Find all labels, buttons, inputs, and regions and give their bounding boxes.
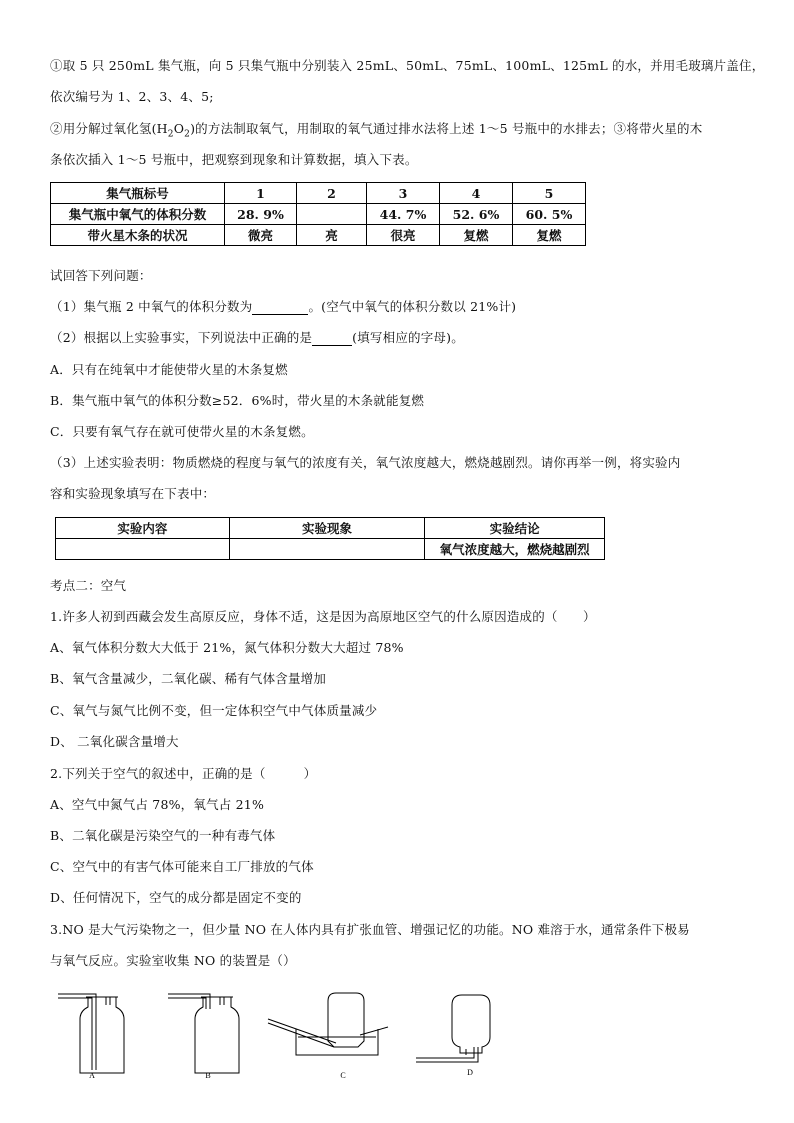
step2-line2: 条依次插入 1～5 号瓶中，把观察到现象和计算数据，填入下表。 bbox=[50, 152, 418, 167]
table-cell: 亮 bbox=[297, 225, 367, 246]
table-cell-blank[interactable] bbox=[56, 539, 230, 560]
q2-option-a: A．只有在纯氧中才能使带火星的木条复燃 bbox=[50, 362, 288, 377]
apparatus-b bbox=[168, 994, 239, 1073]
table-cell: 60. 5% bbox=[513, 204, 586, 225]
step1-line1: ①取 5 只 250mL 集气瓶，向 5 只集气瓶中分别装入 25mL、50mL、75mL、100mL、125mL 的水，并用毛玻璃片盖住， bbox=[50, 58, 765, 73]
table-row bbox=[51, 183, 586, 204]
table-cell: 28. 9% bbox=[225, 204, 297, 225]
mc1-option-a: A、氧气体积分数大大低于 21%，氮气体积分数大大超过 78% bbox=[50, 640, 404, 655]
table-cell: 集气瓶标号 bbox=[51, 183, 225, 204]
mc1-option-c: C、氧气与氮气比例不变，但一定体积空气中气体质量减少 bbox=[50, 703, 378, 718]
answer-blank[interactable] bbox=[312, 345, 352, 346]
mc3-question-line2: 与氧气反应。实验室收集 NO 的装置是（） bbox=[50, 953, 296, 968]
mc2-option-a: A、空气中氮气占 78%，氧气占 21% bbox=[50, 797, 265, 812]
mc3-question-line1: 3.NO 是大气污染物之一，但少量 NO 在人体内具有扩张血管、增强记忆的功能。NO 难溶于水，通常条件下极易 bbox=[50, 922, 690, 937]
table-cell: 1 bbox=[225, 183, 297, 204]
mc1-option-d: D、 二氧化碳含量增大 bbox=[50, 734, 179, 749]
table-cell: 复燃 bbox=[440, 225, 513, 246]
table-row bbox=[51, 204, 586, 225]
step2-line1 bbox=[50, 121, 702, 143]
table-cell: 52. 6% bbox=[440, 204, 513, 225]
question-2-suffix: (填写相应的字母)。 bbox=[352, 330, 464, 345]
question-1-prefix: （1）集气瓶 2 中氧气的体积分数为 bbox=[50, 299, 253, 314]
table-cell: 很亮 bbox=[367, 225, 440, 246]
table-header: 实验内容 bbox=[56, 518, 230, 539]
step2-prefix: ②用分解过氧化氢(H bbox=[50, 121, 168, 136]
table-row bbox=[51, 225, 586, 246]
question-2-prefix: （2）根据以上实验事实，下列说法中正确的是 bbox=[50, 330, 313, 345]
questions-intro: 试回答下列问题： bbox=[50, 268, 152, 283]
mc1-question: 1.许多人初到西藏会发生高原反应，身体不适，这是因为高原地区空气的什么原因造成的（ ） bbox=[50, 609, 596, 624]
question-3-line2: 容和实验现象填写在下表中： bbox=[50, 486, 216, 501]
mc2-option-b: B、二氧化碳是污染空气的一种有毒气体 bbox=[50, 828, 276, 843]
mc2-question: 2.下列关于空气的叙述中，正确的是（ ） bbox=[50, 766, 317, 781]
table-cell: 集气瓶中氧气的体积分数 bbox=[51, 204, 225, 225]
question-3-line1: （3）上述实验表明：物质燃烧的程度与氧气的浓度有关，氧气浓度越大，燃烧越剧烈。请你再举一例，将实验内 bbox=[50, 455, 681, 470]
table-cell: 5 bbox=[513, 183, 586, 204]
step2-sub1: 2 bbox=[167, 129, 174, 140]
mc1-option-b: B、氧气含量减少，二氧化碳、稀有气体含量增加 bbox=[50, 671, 327, 686]
table-cell: 4 bbox=[440, 183, 513, 204]
apparatus-a bbox=[58, 994, 124, 1073]
section-title: 考点二：空气 bbox=[50, 578, 127, 593]
oxygen-results-table bbox=[50, 182, 586, 246]
experiment-table bbox=[55, 517, 605, 560]
table-cell: 复燃 bbox=[513, 225, 586, 246]
table-cell-blank[interactable] bbox=[229, 539, 425, 560]
step1-line2: 依次编号为 1、2、3、4、5; bbox=[50, 89, 214, 104]
apparatus-label-a: A bbox=[89, 1071, 95, 1080]
q2-option-b: B．集气瓶中氧气的体积分数≥52．6%时，带火星的木条就能复燃 bbox=[50, 393, 425, 408]
step2-sub2: 2 bbox=[184, 129, 191, 140]
question-1 bbox=[50, 299, 516, 315]
table-row bbox=[56, 539, 605, 560]
table-cell: 带火星木条的状况 bbox=[51, 225, 225, 246]
apparatus-c bbox=[268, 993, 388, 1055]
table-header-row bbox=[56, 518, 605, 539]
mc2-option-c: C、空气中的有害气体可能来自工厂排放的气体 bbox=[50, 859, 314, 874]
table-cell: 2 bbox=[297, 183, 367, 204]
step2-suffix: )的方法制取氧气，用制取的氧气通过排水法将上述 1～5 号瓶中的水排去；③将带火星的木 bbox=[190, 121, 703, 136]
table-cell: 微亮 bbox=[225, 225, 297, 246]
table-cell: 44. 7% bbox=[367, 204, 440, 225]
question-1-suffix: 。(空气中氧气的体积分数以 21%计) bbox=[308, 299, 517, 314]
gas-collection-apparatus-figure bbox=[40, 985, 520, 1080]
mc2-option-d: D、任何情况下，空气的成分都是固定不变的 bbox=[50, 890, 302, 905]
apparatus-d bbox=[416, 995, 490, 1062]
table-header: 实验现象 bbox=[229, 518, 425, 539]
q2-option-c: C．只要有氧气存在就可使带火星的木条复燃。 bbox=[50, 424, 314, 439]
apparatus-label-c: C bbox=[340, 1071, 346, 1080]
table-cell-blank[interactable] bbox=[297, 204, 367, 225]
table-cell: 氧气浓度越大，燃烧越剧烈 bbox=[425, 539, 605, 560]
apparatus-label-b: B bbox=[205, 1071, 211, 1080]
table-cell: 3 bbox=[367, 183, 440, 204]
table-header: 实验结论 bbox=[425, 518, 605, 539]
apparatus-label-d: D bbox=[467, 1068, 473, 1077]
step2-mid: O bbox=[173, 121, 185, 136]
answer-blank[interactable] bbox=[252, 314, 308, 315]
question-2 bbox=[50, 330, 464, 346]
